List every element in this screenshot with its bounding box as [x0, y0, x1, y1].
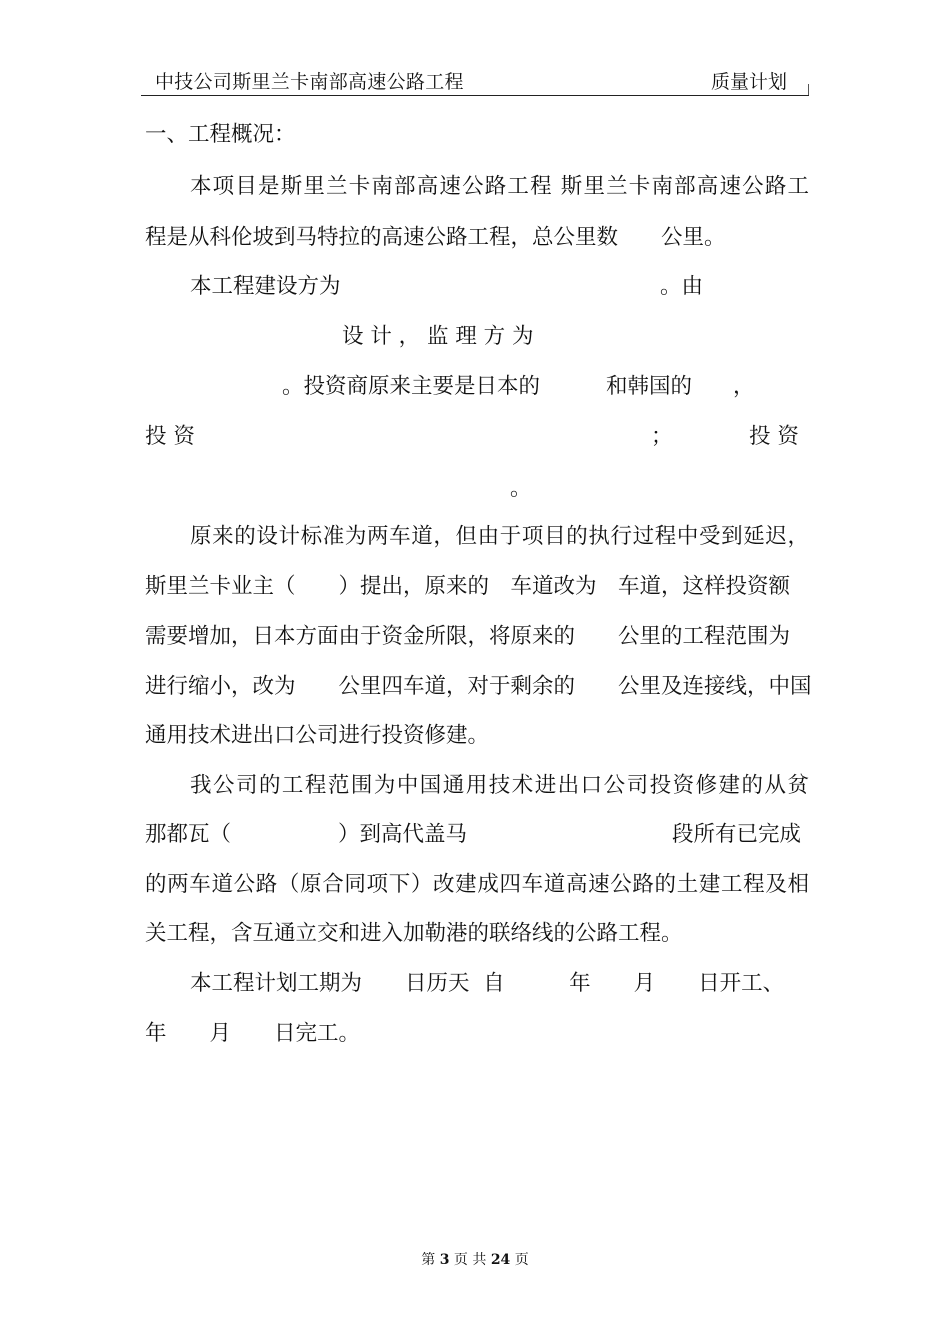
paragraph-2-line-4-part-2: ；	[651, 424, 673, 449]
paragraph-4-line-4: 关工程，含互通立交和进入加勒港的联络线的公路工程。	[145, 921, 683, 946]
paragraph-3-line-5: 通用技术进出口公司进行投资修建。	[145, 723, 490, 748]
header-project-title: 中技公司斯里兰卡南部高速公路工程	[155, 71, 464, 93]
paragraph-3-line-4: 进行缩小，改为 公里四车道，对于剩余的 公里及连接线，中国	[145, 674, 812, 699]
paragraph-1-line-1: 本项目是斯里兰卡南部高速公路工程 斯里兰卡南部高速公路工	[190, 174, 809, 199]
footer-middle: 页 共	[453, 1252, 487, 1268]
paragraph-5-line-2: 年 月 日完工。	[145, 1021, 361, 1046]
section-heading: 一、工程概况：	[145, 122, 296, 147]
paragraph-4-line-2-part-3: 段所有已完成	[672, 822, 802, 847]
paragraph-5-line-1: 本工程计划工期为 日历天 自 年 月 日开工、	[190, 971, 785, 996]
paragraph-4-line-3: 的两车道公路（原合同项下）改建成四车道高速公路的土建工程及相	[145, 872, 809, 897]
paragraph-4-line-2-part-2: ）到高代盖马	[338, 822, 468, 847]
paragraph-2-line-2: 设 计 ， 监 理 方 为	[342, 324, 534, 349]
footer-suffix: 页	[514, 1252, 529, 1268]
page-header	[141, 62, 809, 96]
paragraph-2-line-4-part-3: 投 资	[749, 424, 799, 449]
page-footer	[0, 1249, 950, 1269]
paragraph-2-line-1: 本工程建设方为	[190, 274, 341, 299]
header-rule-tick	[808, 84, 809, 95]
header-document-type: 质量计划	[710, 71, 787, 93]
paragraph-2-line-3-part-1: 。投资商原来主要是日本的	[282, 374, 541, 399]
paragraph-2-line-3-part-2: 和韩国的	[606, 374, 693, 399]
footer-page-number: 3	[439, 1252, 450, 1268]
paragraph-4-line-1: 我公司的工程范围为中国通用技术进出口公司投资修建的从贫	[190, 773, 809, 798]
paragraph-4-line-2-part-1: 那都瓦（	[145, 822, 232, 847]
paragraph-2-line-5: 。	[510, 476, 532, 501]
paragraph-2-line-1-end: 。由	[660, 274, 704, 299]
paragraph-2-line-3-part-3: ，	[733, 374, 755, 399]
paragraph-2-line-4-part-1: 投 资	[145, 424, 195, 449]
paragraph-3-line-1: 原来的设计标准为两车道，但由于项目的执行过程中受到延迟，	[190, 524, 809, 549]
footer-prefix: 第	[421, 1252, 436, 1268]
paragraph-3-line-3: 需要增加，日本方面由于资金所限，将原来的 公里的工程范围为	[145, 624, 791, 649]
footer-total-pages: 24	[490, 1252, 511, 1268]
paragraph-3-line-2: 斯里兰卡业主（ ）提出，原来的 车道改为 车道，这样投资额	[145, 574, 791, 599]
paragraph-1-line-2: 程是从科伦坡到马特拉的高速公路工程，总公里数 公里。	[145, 225, 726, 250]
